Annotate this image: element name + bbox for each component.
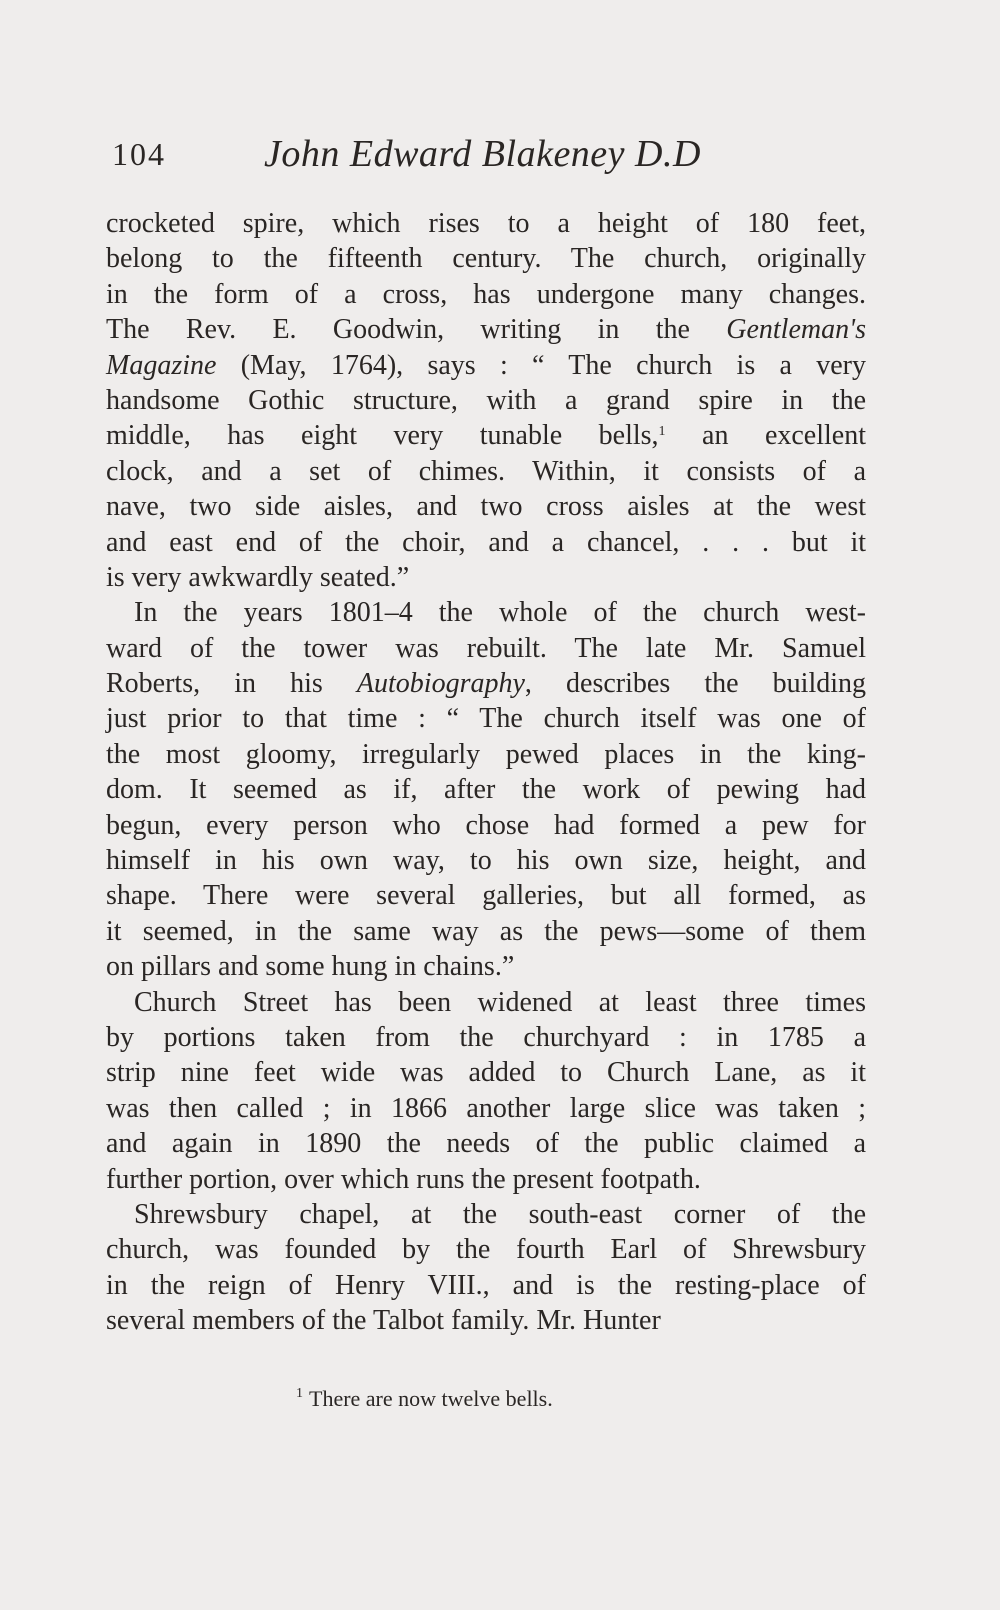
text-line — [106, 241, 866, 276]
text-segment: In the years 1801–4 the whole of the church west- — [134, 597, 866, 629]
text-line — [106, 1055, 866, 1090]
text-segment: shape. There were several galleries, but all formed, as — [106, 880, 866, 912]
paragraph — [106, 206, 866, 595]
text-segment: in the form of a cross, has undergone many changes. — [106, 278, 866, 310]
text-segment: several members of the Talbot family. Mr. Hunter — [106, 1305, 661, 1337]
text-segment: the most gloomy, irregularly pewed places in the king- — [106, 738, 866, 770]
text-line — [106, 348, 866, 383]
text-line — [106, 843, 866, 878]
text-line — [106, 878, 866, 913]
text-segment: crocketed spire, which rises to a height of 180 feet, — [106, 208, 866, 239]
text-line — [106, 737, 866, 772]
text-line — [106, 808, 866, 843]
text-segment: handsome Gothic structure, with a grand spire in the — [106, 384, 866, 416]
text-line — [106, 985, 866, 1020]
text-segment: nave, two side aisles, and two cross aisles at the west — [106, 491, 866, 523]
text-line — [106, 1020, 866, 1055]
text-segment: clock, and a set of chimes. Within, it consists of a — [106, 455, 866, 487]
text-segment: ward of the tower was rebuilt. The late Mr. Samuel — [106, 632, 866, 664]
footnote-marker: 1 — [296, 1386, 303, 1401]
text-line — [106, 595, 866, 630]
paragraph — [106, 1197, 866, 1339]
text-segment: Shrewsbury chapel, at the south-east corner of the — [134, 1198, 866, 1230]
text-line — [106, 560, 866, 595]
text-segment: middle, has eight very tunable bells, — [106, 420, 659, 452]
text-line — [106, 489, 866, 524]
text-line — [106, 1232, 866, 1267]
text-segment: and again in 1890 the needs of the public claimed a — [106, 1128, 866, 1160]
text-line — [106, 1303, 866, 1338]
text-line — [106, 914, 866, 949]
text-segment: was then called ; in 1866 another large slice was taken ; — [106, 1092, 866, 1124]
text-segment: begun, every person who chose had formed a pew for — [106, 809, 866, 841]
text-segment: further portion, over which runs the present footpath. — [106, 1163, 701, 1195]
text-line — [106, 949, 866, 984]
italic-title: Autobiography — [356, 668, 525, 700]
text-line — [106, 772, 866, 807]
page-header — [112, 132, 872, 192]
text-segment: strip nine feet wide was added to Church Lane, as it — [106, 1057, 866, 1089]
text-line — [106, 1268, 866, 1303]
italic-title: Gentleman's — [726, 314, 866, 346]
text-line — [106, 454, 866, 489]
footnote-reference: 1 — [658, 424, 666, 440]
italic-title: Magazine — [106, 349, 217, 381]
text-line — [106, 525, 866, 560]
text-segment: dom. It seemed as if, after the work of pewing had — [106, 774, 866, 806]
text-line — [106, 1197, 866, 1232]
text-segment: Church Street has been widened at least three times — [134, 986, 866, 1018]
running-title: John Edward Blakeney D.D — [264, 133, 701, 175]
paragraph — [106, 595, 866, 984]
text-line — [106, 1126, 866, 1161]
text-segment: is very awkwardly seated.” — [106, 561, 410, 593]
text-segment: and east end of the choir, and a chancel, . . . but it — [106, 526, 866, 558]
text-segment: (May, 1764), says : “ The church is a very — [216, 349, 866, 381]
text-segment: church, was founded by the fourth Earl of Shrewsbury — [106, 1234, 866, 1266]
body-text — [106, 206, 866, 1339]
text-line — [106, 1162, 866, 1197]
text-line — [106, 206, 866, 241]
text-segment: The Rev. E. Goodwin, writing in the — [106, 314, 727, 346]
text-segment: on pillars and some hung in chains.” — [106, 951, 515, 983]
text-segment: by portions taken from the churchyard : in 1785 a — [106, 1021, 866, 1053]
footnote — [296, 1386, 553, 1412]
text-line — [106, 312, 866, 347]
text-segment: it seemed, in the same way as the pews—some of them — [106, 915, 866, 947]
text-line — [106, 631, 866, 666]
paragraph — [106, 985, 866, 1197]
text-segment: , describes the building — [524, 668, 866, 700]
text-line — [106, 666, 866, 701]
text-segment: belong to the fifteenth century. The church, originally — [106, 243, 866, 275]
text-line — [106, 418, 866, 453]
text-line — [106, 1091, 866, 1126]
text-segment: himself in his own way, to his own size, height, and — [106, 845, 866, 877]
text-line — [106, 277, 866, 312]
text-segment: just prior to that time : “ The church itself was one of — [106, 703, 866, 735]
text-segment: in the reign of Henry VIII., and is the resting-place of — [106, 1269, 866, 1301]
text-line — [106, 701, 866, 736]
page-number: 104 — [112, 136, 166, 172]
text-segment: an excellent — [665, 420, 866, 452]
text-segment: Roberts, in his — [106, 668, 357, 700]
footnote-text: There are now twelve bells. — [309, 1386, 553, 1411]
text-line — [106, 383, 866, 418]
